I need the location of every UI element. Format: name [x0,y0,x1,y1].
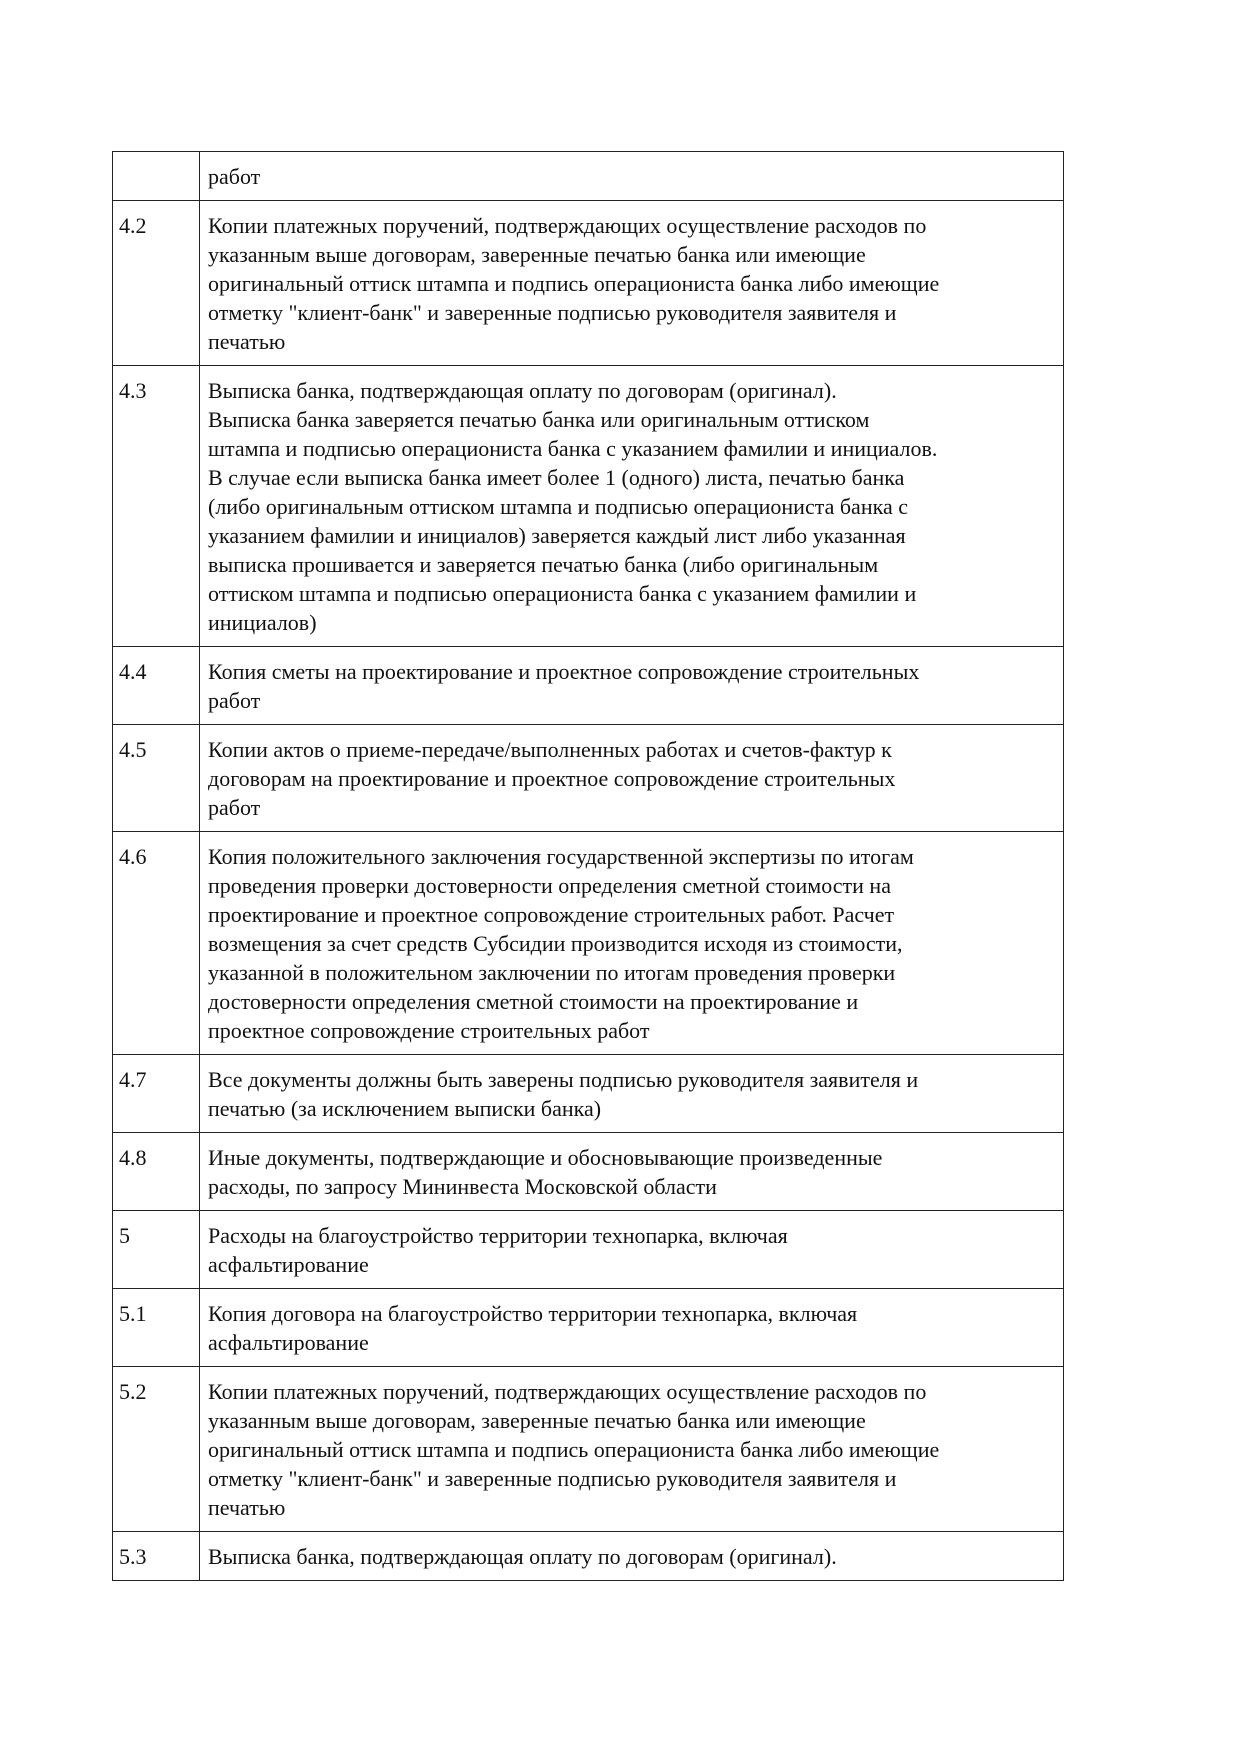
row-number: 4.3 [119,378,147,403]
row-text-line: выписка прошивается и заверяется печатью банка (либо оригинальным [208,552,879,577]
row-text-line: проектное сопровождение строительных работ [208,1018,650,1043]
table-row [113,1055,1064,1133]
table-row [113,1289,1064,1367]
row-text-line: В случае если выписка банка имеет более 1 (одного) листа, печатью банка [208,465,905,490]
row-text-line: проведения проверки достоверности определения сметной стоимости на [208,873,891,898]
row-number-cell [113,152,200,201]
row-text-line: достоверности определения сметной стоимости на проектирование и [208,989,859,1014]
row-number-cell [113,647,200,725]
row-text-line: работ [208,688,261,713]
row-number: 4.8 [119,1145,147,1170]
row-text-cell [200,201,1064,366]
row-text-line: Расходы на благоустройство территории технопарка, включая [208,1223,788,1248]
row-text-line: оригинальный оттиск штампа и подпись операциониста банка либо имеющие [208,271,940,296]
row-text-line: оттиском штампа и подписью операциониста банка с указанием фамилии и [208,581,917,606]
row-number: 5 [119,1223,130,1248]
row-text-line: возмещения за счет средств Субсидии производится исходя из стоимости, [208,931,903,956]
row-number-cell [113,832,200,1055]
row-number-cell [113,201,200,366]
row-number: 4.2 [119,213,147,238]
row-number: 4.5 [119,737,147,762]
row-text-line: Копия положительного заключения государственной экспертизы по итогам [208,844,914,869]
table-row [113,1367,1064,1532]
row-text-cell [200,1367,1064,1532]
row-text-line: Выписка банка заверяется печатью банка или оригинальным оттиском [208,407,870,432]
table-row [113,647,1064,725]
row-text-cell [200,1133,1064,1211]
row-text-line: Копии платежных поручений, подтверждающих осуществление расходов по [208,213,927,238]
row-number-cell [113,1532,200,1581]
row-text-line: указанной в положительном заключении по итогам проведения проверки [208,960,896,985]
row-text-line: работ [208,795,261,820]
row-number: 5.2 [119,1379,147,1404]
row-text-line: расходы, по запросу Мининвеста Московской области [208,1174,717,1199]
row-text-line: Все документы должны быть заверены подписью руководителя заявителя и [208,1067,919,1092]
row-text-line: асфальтирование [208,1330,369,1355]
row-number: 5.3 [119,1544,147,1569]
table-row [113,725,1064,832]
row-text-line: Выписка банка, подтверждающая оплату по договорам (оригинал). [208,1544,837,1569]
row-text-line: Копия сметы на проектирование и проектное сопровождение строительных [208,659,920,684]
table-row [113,1532,1064,1581]
row-text-line: печатью [208,329,286,354]
row-number-cell [113,366,200,647]
row-number-cell [113,1133,200,1211]
row-text-cell [200,152,1064,201]
row-text-line: договорам на проектирование и проектное сопровождение строительных [208,766,896,791]
row-text-line: Выписка банка, подтверждающая оплату по договорам (оригинал). [208,378,837,403]
row-text-line: отметку "клиент-банк" и заверенные подписью руководителя заявителя и [208,1466,897,1491]
row-text-line: Копии актов о приеме-передаче/выполненных работах и счетов-фактур к [208,737,892,762]
requirements-table [112,151,1064,1581]
row-text-cell [200,1532,1064,1581]
table-row [113,366,1064,647]
row-text-cell [200,725,1064,832]
row-number: 4.4 [119,659,147,684]
row-text-line: работ [208,164,261,189]
row-text-line: указанным выше договорам, заверенные печатью банка или имеющие [208,242,866,267]
row-number: 4.7 [119,1067,147,1092]
row-text-line: Копия договора на благоустройство территории технопарка, включая [208,1301,858,1326]
row-number-cell [113,1211,200,1289]
row-text-cell [200,1055,1064,1133]
table-row [113,152,1064,201]
row-number: 5.1 [119,1301,147,1326]
table-row [113,1133,1064,1211]
row-number-cell [113,1289,200,1367]
row-text-line: оригинальный оттиск штампа и подпись операциониста банка либо имеющие [208,1437,940,1462]
row-text-line: Копии платежных поручений, подтверждающих осуществление расходов по [208,1379,927,1404]
row-text-line: штампа и подписью операциониста банка с указанием фамилии и инициалов. [208,436,938,461]
row-text-line: отметку "клиент-банк" и заверенные подписью руководителя заявителя и [208,300,897,325]
row-text-line: указанием фамилии и инициалов) заверяется каждый лист либо указанная [208,523,906,548]
row-text-line: проектирование и проектное сопровождение строительных работ. Расчет [208,902,895,927]
table-row [113,201,1064,366]
row-number-cell [113,1055,200,1133]
row-text-cell [200,832,1064,1055]
table-row [113,832,1064,1055]
row-text-cell [200,647,1064,725]
row-text-line: указанным выше договорам, заверенные печатью банка или имеющие [208,1408,866,1433]
row-text-line: Иные документы, подтверждающие и обосновывающие произведенные [208,1145,883,1170]
row-text-cell [200,366,1064,647]
row-number-cell [113,725,200,832]
row-text-cell [200,1289,1064,1367]
row-text-line: печатью (за исключением выписки банка) [208,1096,602,1121]
row-text-line: (либо оригинальным оттиском штампа и подписью операциониста банка с [208,494,908,519]
row-text-line: печатью [208,1495,286,1520]
table-body [113,152,1064,1581]
table-row [113,1211,1064,1289]
row-text-line: асфальтирование [208,1252,369,1277]
row-text-cell [200,1211,1064,1289]
row-text-line: инициалов) [208,610,317,635]
row-number-cell [113,1367,200,1532]
row-number: 4.6 [119,844,147,869]
